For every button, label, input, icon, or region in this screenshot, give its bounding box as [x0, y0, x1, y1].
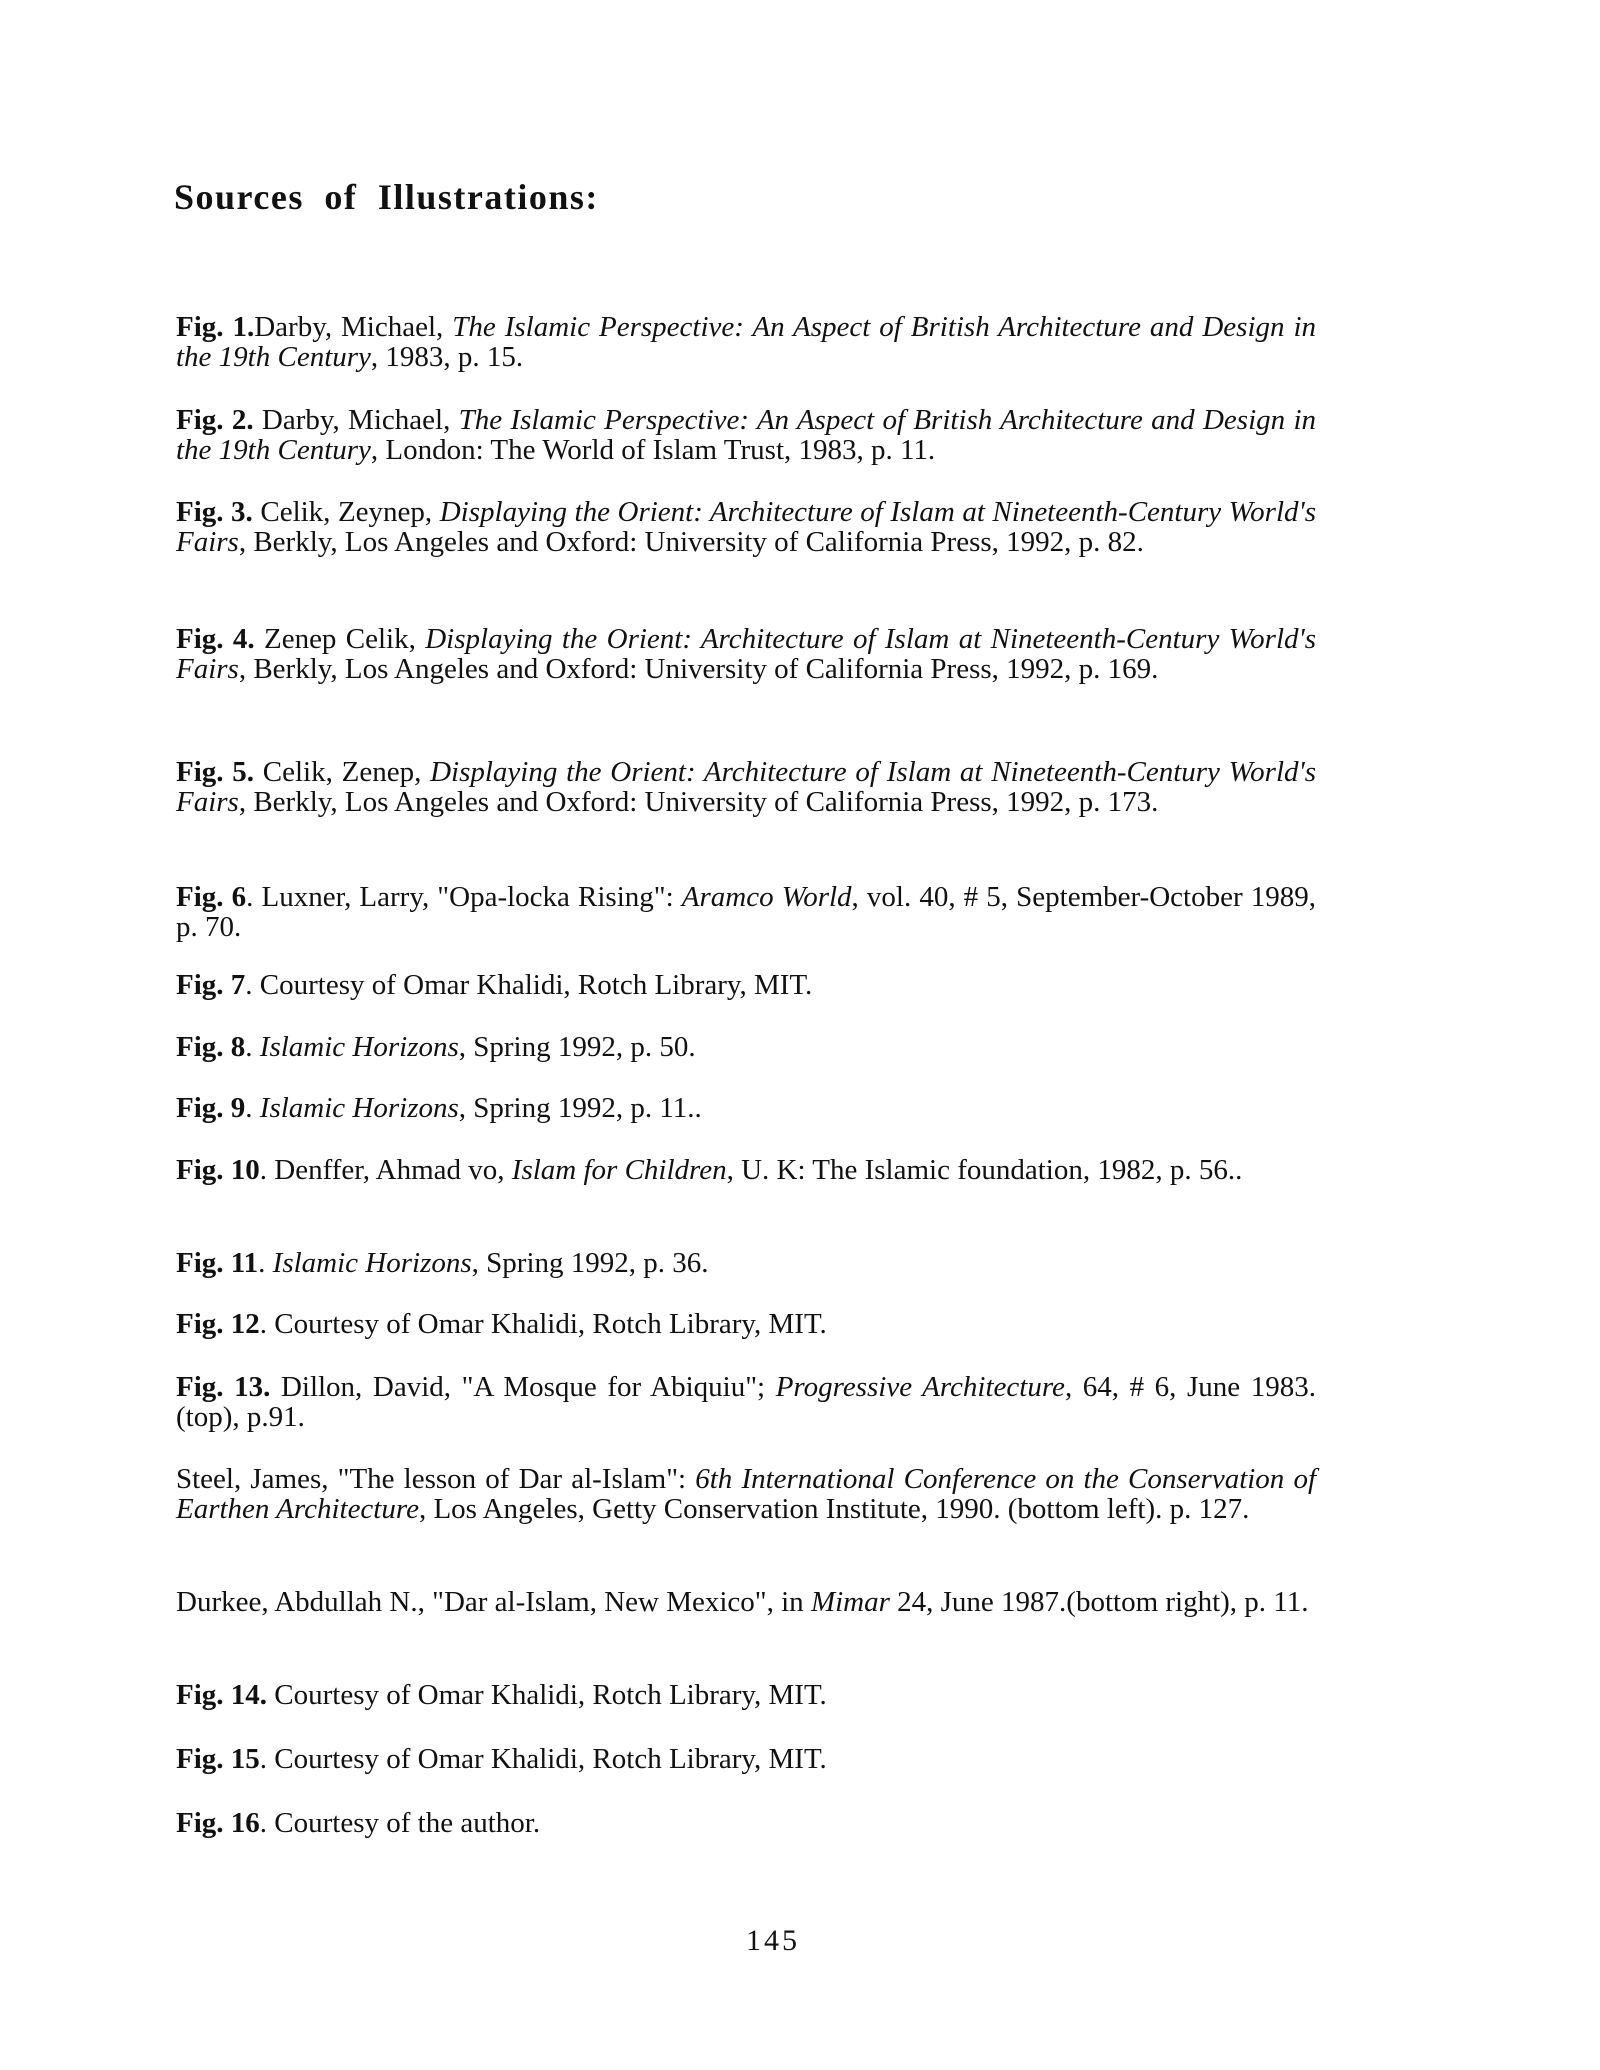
page-number: 145	[746, 1924, 800, 1957]
entry-text: . Courtesy of Omar Khalidi, Rotch Library, MIT.	[245, 969, 813, 1001]
entry-text: , London: The World of Islam Trust, 1983, p. 11.	[370, 434, 936, 466]
entry-text: , 64, # 6, June 1983. (top), p.91.	[176, 1371, 1316, 1433]
source-entry-fig-1	[176, 312, 1316, 372]
source-entry-fig-8	[176, 1032, 1316, 1062]
source-entry-fig-13-steel	[176, 1464, 1316, 1524]
source-entry-fig-14	[176, 1680, 1316, 1710]
source-entry-fig-7	[176, 970, 1316, 1000]
entry-label: Fig. 11	[176, 1247, 259, 1279]
entry-text: Darby, Michael,	[254, 311, 453, 343]
entry-text: . Courtesy of Omar Khalidi, Rotch Library, MIT.	[259, 1308, 827, 1340]
entry-text: . Courtesy of the author.	[259, 1807, 541, 1839]
entry-label: Fig. 13.	[176, 1371, 271, 1403]
entry-title: 6th International Conference on the Conservation of Earthen Architecture	[176, 1463, 1316, 1525]
entry-text: , vol. 40, # 5, September-October 1989, p. 70.	[176, 881, 1316, 943]
entry-label: Fig. 14.	[176, 1679, 268, 1711]
entry-title: The Islamic Perspective: An Aspect of British Architecture and Design in the 19th Century	[176, 404, 1317, 466]
source-entry-fig-10	[176, 1155, 1316, 1185]
entry-text: .	[258, 1247, 273, 1279]
entry-text: , 1983, p. 15.	[370, 341, 524, 373]
entry-text: . Courtesy of Omar Khalidi, Rotch Library, MIT.	[259, 1743, 827, 1775]
source-entry-fig-2	[176, 405, 1316, 465]
entry-title: Displaying the Orient: Architecture of Islam at Nineteenth-Century World's Fairs	[176, 496, 1316, 558]
entry-text: , Spring 1992, p. 36.	[471, 1247, 709, 1279]
entry-title: Islamic Horizons	[259, 1031, 459, 1063]
entry-text: 24, June 1987.(bottom right), p. 11.	[889, 1586, 1309, 1618]
source-entry-fig-16	[176, 1808, 1316, 1838]
entry-text: , Los Angeles, Getty Conservation Institute, 1990. (bottom left). p. 127.	[418, 1493, 1250, 1525]
entry-title: Aramco World	[681, 881, 852, 913]
entry-text: Steel, James, "The lesson of Dar al-Islam":	[176, 1463, 696, 1495]
entry-label: Fig. 9	[176, 1092, 246, 1124]
entry-text: . Denffer, Ahmad vo,	[259, 1154, 512, 1186]
entry-title: Islamic Horizons	[259, 1092, 459, 1124]
entry-label: Fig. 16	[176, 1807, 260, 1839]
source-entry-fig-3	[176, 497, 1316, 557]
source-entry-fig-13	[176, 1372, 1316, 1432]
entry-text: Dillon, David, "A Mosque for Abiquiu";	[270, 1371, 776, 1403]
entry-text: . Luxner, Larry, "Opa-locka Rising":	[246, 881, 682, 913]
entry-text: .	[245, 1031, 260, 1063]
source-entry-fig-9	[176, 1093, 1316, 1123]
entry-title: The Islamic Perspective: An Aspect of British Architecture and Design in the 19th Century	[176, 311, 1317, 373]
source-entry-fig-12	[176, 1309, 1316, 1339]
source-entry-fig-11	[176, 1248, 1316, 1278]
entry-text: Celik, Zeynep,	[252, 496, 440, 528]
entry-text: Courtesy of Omar Khalidi, Rotch Library, MIT.	[267, 1679, 827, 1711]
entry-label: Fig. 15	[176, 1743, 260, 1775]
entry-title: Displaying the Orient: Architecture of Islam at Nineteenth-Century World's Fairs	[176, 623, 1316, 685]
source-entry-fig-4	[176, 624, 1316, 684]
entry-text: , Berkly, Los Angeles and Oxford: University of California Press, 1992, p. 169.	[238, 653, 1159, 685]
page-title: Sources of Illustrations:	[174, 177, 599, 217]
source-entry-fig-13-durkee	[176, 1587, 1316, 1617]
source-entry-fig-6	[176, 882, 1316, 942]
entry-label: Fig. 12	[176, 1308, 260, 1340]
entry-label: Fig. 3.	[176, 496, 253, 528]
source-entry-fig-5	[176, 757, 1316, 817]
entry-label: Fig. 10	[176, 1154, 260, 1186]
entry-text: Zenep Celik,	[254, 623, 426, 655]
entry-label: Fig. 7	[176, 969, 246, 1001]
entry-text: , Berkly, Los Angeles and Oxford: University of California Press, 1992, p. 173.	[238, 786, 1159, 818]
entry-title: Islam for Children	[511, 1154, 727, 1186]
entry-label: Fig. 1.	[176, 311, 255, 343]
entry-label: Fig. 6	[176, 881, 247, 913]
entry-text: Darby, Michael,	[253, 404, 459, 436]
entry-text: Celik, Zenep,	[254, 756, 431, 788]
entry-label: Fig. 2.	[176, 404, 254, 436]
source-entry-fig-15	[176, 1744, 1316, 1774]
entry-title: Mimar	[810, 1586, 890, 1618]
entry-title: Displaying the Orient: Architecture of Islam at Nineteenth-Century World's Fairs	[176, 756, 1317, 818]
page-number-container	[0, 1924, 1600, 1958]
entry-text: , Spring 1992, p. 50.	[458, 1031, 696, 1063]
entry-title: Progressive Architecture	[775, 1371, 1065, 1403]
entry-label: Fig. 8	[176, 1031, 246, 1063]
entry-text: , Spring 1992, p. 11..	[458, 1092, 702, 1124]
entry-title: Islamic Horizons	[272, 1247, 472, 1279]
entry-label: Fig. 5.	[176, 756, 255, 788]
entry-text: Durkee, Abdullah N., "Dar al-Islam, New Mexico", in	[176, 1586, 811, 1618]
entry-text: .	[245, 1092, 260, 1124]
entry-text: , U. K: The Islamic foundation, 1982, p. 56..	[726, 1154, 1243, 1186]
entry-label: Fig. 4.	[176, 623, 255, 655]
entry-text: , Berkly, Los Angeles and Oxford: University of California Press, 1992, p. 82.	[238, 526, 1144, 558]
